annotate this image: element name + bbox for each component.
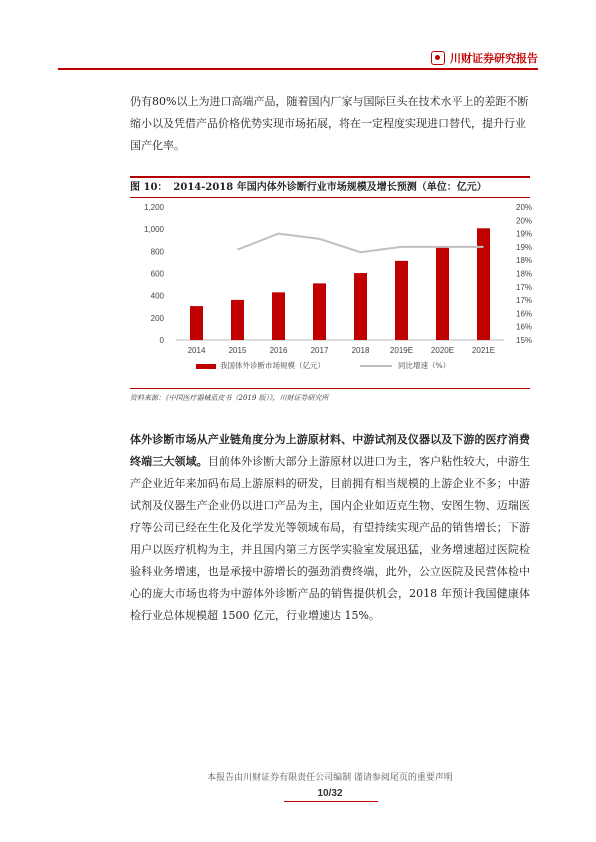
x-axis-tick-label: 2017: [310, 346, 329, 355]
bar: [313, 283, 326, 340]
legend-line-label: 同比增速（%）: [398, 361, 451, 370]
right-axis-tick-label: 18%: [516, 269, 533, 279]
left-axis-tick-label: 0: [159, 336, 164, 345]
paragraph-industry-chain: [130, 429, 530, 627]
page-number-underline: [284, 801, 378, 802]
paragraph-intro: 仍有80%以上为进口高端产品，随着国内厂家与国际巨头在技术水平上的差距不断缩小以及凭借产品价格优势实现市场拓展，将在一定程度实现进口替代，提升行业国产化率。: [130, 95, 529, 152]
x-axis-tick-label: 2019E: [389, 346, 414, 355]
left-axis-tick-label: 400: [150, 291, 164, 301]
x-axis-tick-label: 2021E: [471, 346, 496, 355]
brand-logo-icon: [431, 51, 445, 65]
bar: [190, 306, 203, 340]
legend-bar-label: 我国体外诊断市场规模（亿元）: [220, 361, 325, 370]
figure-title: [130, 176, 530, 198]
footer-disclaimer: 本报告由川财证券有限责任公司编制 谨请参阅尾页的重要声明: [207, 773, 453, 783]
bar: [272, 292, 285, 340]
brand-name: 川财证券研究报告: [450, 52, 538, 65]
header-divider: [58, 68, 538, 70]
bar: [436, 247, 449, 340]
paragraph-lead: 体外诊断市场从产业链角度分为上游原材料、中游试剂及仪器以及下游的医疗消费终端三大领域。: [130, 433, 530, 468]
paragraph-body: 目前体外诊断大部分上游原材以进口为主，客户粘性较大，中游生产企业近年来加码布局上游原料的研发，目前拥有相当规模的上游企业不多；中游试剂及仪器生产企业仍以进口产品为主，国内企业如迈克生物、安图生物、迈瑞医疗等公司已经在生化及化学发光等领域布局，有望持续实现产品的销售增长；下游用户以医疗机构为主，并且国内第三方医学实验室发展迅猛，业务增速超过医院检验科业务增速，也是承接中游增长的强劲消费终端，此外，公立医院及民营体检中心的庞大市场也将为中游体外诊断产品的销售提供机会，2018 年预计我国健康体检行业总体规模超 1500 亿元，行业增速达 15%。: [130, 455, 531, 622]
x-axis-tick-label: 2018: [351, 346, 370, 355]
right-axis-tick-label: 20%: [516, 203, 533, 212]
bar: [395, 261, 408, 340]
left-axis-tick-label: 1,000: [143, 225, 164, 235]
chart-bottom-divider: [130, 388, 530, 389]
right-axis-tick-label: 20%: [516, 216, 533, 226]
x-axis-tick-label: 2016: [269, 346, 288, 355]
bar: [354, 273, 367, 340]
legend-bar-swatch: [196, 364, 216, 369]
bar: [477, 228, 490, 340]
x-axis-tick-label: 2015: [228, 346, 247, 355]
page-number: 10/32: [317, 788, 343, 799]
header-brand: [431, 50, 538, 66]
figure-caption: 2014-2018 年国内体外诊断行业市场规模及增长预测（单位：亿元）: [173, 182, 487, 193]
left-axis-tick-label: 1,200: [143, 203, 164, 212]
right-axis-tick-label: 19%: [516, 229, 533, 239]
x-axis-tick-label: 2014: [187, 346, 206, 355]
figure-label: 图 10：: [130, 182, 168, 193]
left-axis-tick-label: 600: [150, 269, 164, 279]
right-axis-tick-label: 17%: [516, 282, 533, 292]
right-axis-tick-label: 16%: [516, 322, 533, 332]
x-axis-tick-label: 2020E: [430, 346, 455, 355]
figure-source: 资料来源：《中国医疗器械蓝皮书（2019 版）》，川财证券研究所: [130, 394, 329, 402]
right-axis-tick-label: 18%: [516, 256, 533, 266]
bar: [231, 300, 244, 340]
left-axis-tick-label: 800: [150, 247, 164, 257]
right-axis-tick-label: 17%: [516, 296, 533, 306]
right-axis-tick-label: 19%: [516, 242, 533, 252]
right-axis-tick-label: 16%: [516, 309, 533, 319]
market-size-chart: [130, 200, 533, 386]
right-axis-tick-label: 15%: [516, 336, 533, 345]
left-axis-tick-label: 200: [150, 313, 164, 323]
